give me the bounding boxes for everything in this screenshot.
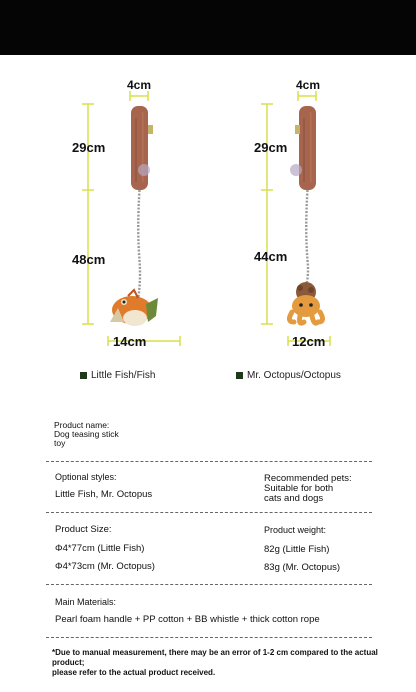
- measurement-note: [52, 648, 392, 678]
- octopus-toy: [289, 282, 322, 323]
- octopus-rope-length-label: 44cm: [254, 249, 288, 264]
- octopus-width-label: 4cm: [296, 78, 321, 92]
- note-line2: please refer to the actual product received.: [52, 668, 216, 677]
- fish-rope-length-label: 48cm: [72, 252, 106, 267]
- product-size-fish: Φ4*77cm (Little Fish): [55, 543, 145, 554]
- materials-value: Pearl foam handle + PP cotton + BB whistle + thick cotton rope: [55, 614, 320, 625]
- divider: [46, 461, 372, 462]
- product-octopus: [261, 91, 330, 346]
- dimension-drawing: [0, 60, 416, 390]
- product-size-label: Product Size:: [55, 524, 112, 535]
- optional-styles-label: Optional styles:: [55, 472, 117, 482]
- product-weight-fish: 82g (Little Fish): [264, 544, 330, 555]
- wooden-handle-2: [299, 106, 316, 190]
- fish-width-label: 4cm: [127, 78, 152, 92]
- fish-toy: [110, 290, 158, 326]
- cotton-rope-2: [306, 190, 308, 286]
- product-size-octopus: Φ4*73cm (Mr. Octopus): [55, 561, 155, 572]
- product-name-label: Product name:: [54, 420, 110, 430]
- fish-toy-width-label: 14cm: [113, 334, 147, 349]
- divider: [46, 584, 372, 585]
- octopus-toy-width-label: 12cm: [292, 334, 326, 349]
- product-weight-octopus: 83g (Mr. Octopus): [264, 562, 341, 573]
- note-line1: *Due to manual measurement, there may be an error of 1-2 cm compared to the actual product;: [52, 648, 378, 667]
- product-name-line2: toy: [54, 438, 66, 448]
- materials-label: Main Materials:: [55, 597, 117, 607]
- divider: [46, 512, 372, 513]
- fish-caption: [80, 370, 155, 381]
- divider: [46, 637, 372, 638]
- product-dimension-figure: [0, 60, 416, 390]
- product-name-line1: Dog teasing stick: [54, 429, 119, 439]
- product-fish: [82, 91, 180, 346]
- caption-marker-icon: [236, 372, 243, 379]
- cotton-rope: [138, 190, 140, 300]
- wooden-handle: [131, 106, 148, 190]
- octopus-caption: [236, 370, 341, 381]
- recommended-pets-line2: cats and dogs: [264, 493, 324, 504]
- octopus-caption-text: Mr. Octopus/Octopus: [247, 370, 341, 381]
- caption-marker-icon: [80, 372, 87, 379]
- fish-caption-text: Little Fish/Fish: [91, 370, 156, 381]
- recommended-pets-label: Recommended pets:: [264, 473, 352, 484]
- recommended-pets-line1: Suitable for both: [264, 483, 334, 494]
- tag-label: [148, 125, 153, 134]
- product-weight-label: Product weight:: [264, 525, 327, 535]
- top-banner: [0, 0, 416, 55]
- optional-styles-value: Little Fish, Mr. Octopus: [55, 489, 153, 500]
- octopus-handle-length-label: 29cm: [254, 140, 288, 155]
- fish-handle-length-label: 29cm: [72, 140, 106, 155]
